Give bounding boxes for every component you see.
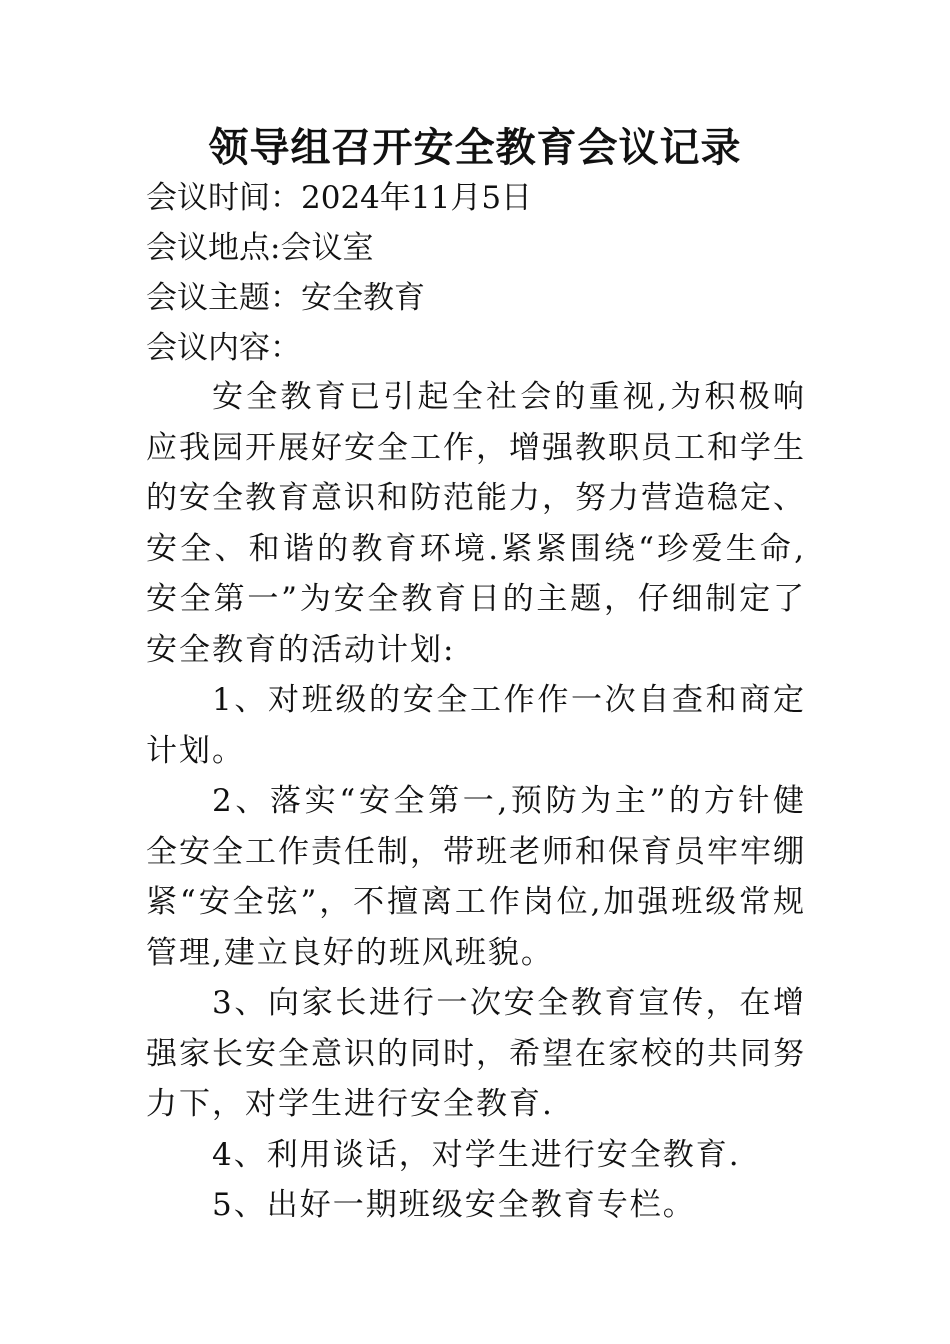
meeting-time: 会议时间：2024年11月5日 xyxy=(146,180,533,216)
meeting-content-label: 会议内容： xyxy=(146,330,301,366)
document-title: 领导组召开安全教育会议记录 xyxy=(208,124,742,171)
list-item-2: 2、落实“安全第一,预防为主”的方针健全安全工作责任制，带班老师和保育员牢牢绷紧“安全弦”，不擅离工作岗位,加强班级常规管理,建立良好的班风班貌。 xyxy=(146,783,806,971)
intro-paragraph: 安全教育已引起全社会的重视,为积极响应我园开展好安全工作，增强教职员工和学生的安全教育意识和防范能力，努力营造稳定、安全、和谐的教育环境.紧紧围绕“珍爱生命,安全第一”为安全教育日的主题，仔细制定了安全教育的活动计划: xyxy=(146,379,806,668)
list-item-3: 3、向家长进行一次安全教育宣传，在增强家长安全意识的同时，希望在家校的共同努力下，对学生进行安全教育. xyxy=(146,985,806,1122)
list-item-1: 1、对班级的安全工作作一次自查和商定计划。 xyxy=(146,682,806,769)
meeting-content-body xyxy=(146,372,806,1231)
list-item-4: 4、利用谈话，对学生进行安全教育. xyxy=(212,1136,741,1173)
list-item-5: 5、出好一期班级安全教育专栏。 xyxy=(212,1187,696,1223)
meeting-place: 会议地点:会议室 xyxy=(146,230,374,266)
meeting-topic: 会议主题：安全教育 xyxy=(146,280,425,316)
